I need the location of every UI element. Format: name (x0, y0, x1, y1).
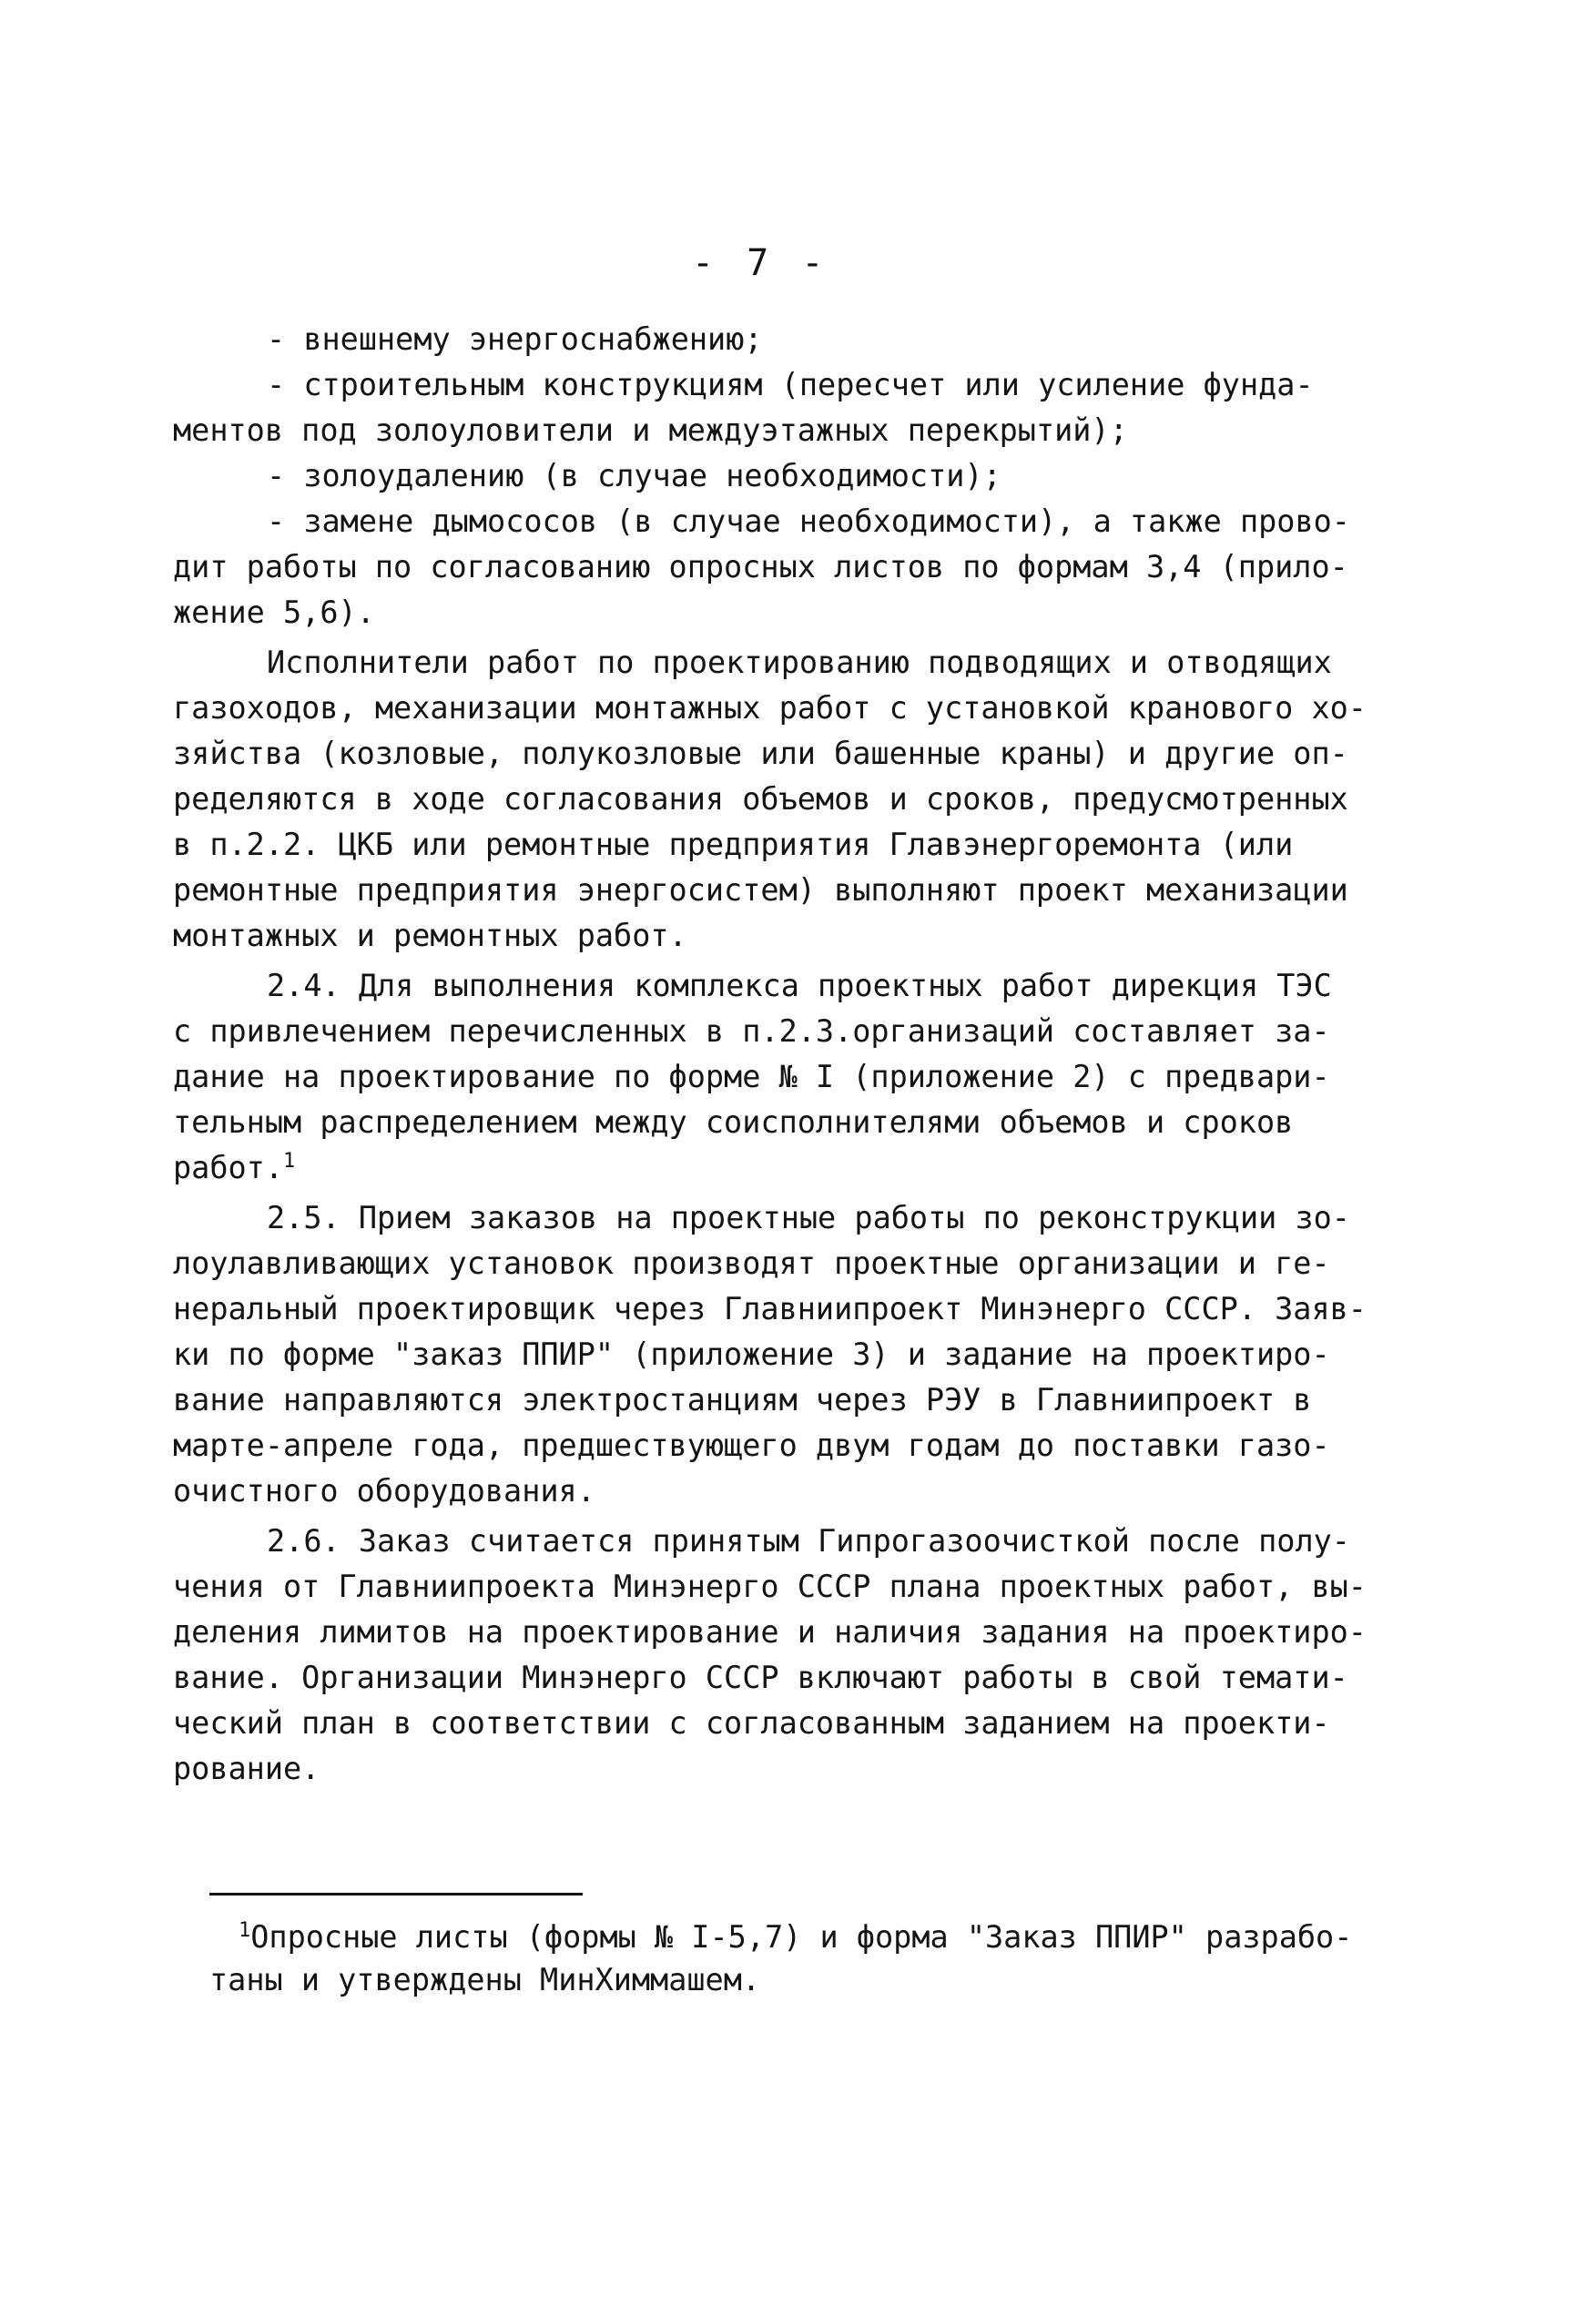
body-line: газоходов, механизации монтажных работ с установкой кранового хо- (173, 690, 1367, 726)
body-line: - внешнему энергоснабжению; (267, 321, 763, 357)
page-number: - 7 - (692, 242, 829, 284)
body-line: рование. (173, 1751, 320, 1786)
body-line: дит работы по согласованию опросных листов по формам 3,4 (прило- (173, 549, 1348, 584)
body-line: 2.5. Прием заказов на проектные работы по реконструкции зо- (267, 1200, 1350, 1235)
body-line: чения от Главниипроекта Минэнерго СССР плана проектных работ, вы- (173, 1569, 1367, 1604)
body-line: монтажных и ремонтных работ. (173, 918, 687, 953)
body-line: жение 5,6). (173, 595, 375, 630)
body-line: ки по форме "заказ ППИР" (приложение 3) и задание на проектиро- (173, 1337, 1330, 1372)
body-line: дание на проектирование по форме № I (приложение 2) с предвари- (173, 1059, 1330, 1094)
footnote-mark: 1 (239, 1918, 251, 1942)
body-line: ментов под золоуловители и междуэтажных перекрытий); (173, 412, 1128, 448)
footnote-divider (209, 1893, 583, 1896)
body-line: ческий план в соответствии с согласованным заданием на проекти- (173, 1705, 1330, 1741)
body-line: очистного оборудования. (173, 1473, 595, 1509)
body-line: 2.4. Для выполнения комплекса проектных работ дирекция ТЭС (267, 968, 1332, 1003)
body-line-text: работ. (173, 1150, 284, 1185)
body-line: вание направляются электростанциям через РЭУ в Главниипроект в (173, 1382, 1312, 1418)
body-line: - золоудалению (в случае необходимости); (267, 458, 1001, 493)
body-line: - строительным конструкциям (пересчет или усиление фунда- (267, 367, 1314, 402)
body-line: тельным распределением между соисполнителями объемов и сроков (173, 1104, 1294, 1140)
body-line: ределяются в ходе согласования объемов и сроков, предусмотренных (173, 781, 1348, 817)
body-line: зяйства (козловые, полукозловые или башенные краны) и другие оп- (173, 736, 1348, 771)
footnote-line (239, 1915, 1352, 1960)
body-line: вание. Организации Минэнерго СССР включают работы в свой темати- (173, 1660, 1348, 1695)
footnote-reference: 1 (283, 1149, 296, 1173)
footnote-line: таны и утверждены МинХиммашем. (209, 1962, 761, 1997)
footnote-text: Опросные листы (формы № I-5,7) и форма "Заказ ППИР" разрабо- (250, 1919, 1353, 1955)
body-line: - замене дымососов (в случае необходимости), а также прово- (267, 503, 1350, 539)
body-line: марте-апреле года, предшествующего двум годам до поставки газо- (173, 1428, 1330, 1463)
body-line: лоулавливающих установок производят проектные организации и ге- (173, 1245, 1330, 1281)
body-line: неральный проектировщик через Главниипроект Минэнерго СССР. Заяв- (173, 1291, 1367, 1326)
body-line-with-footnote-ref (173, 1145, 295, 1191)
body-line: Исполнители работ по проектированию подводящих и отводящих (267, 645, 1332, 680)
body-line: деления лимитов на проектирование и наличия задания на проектиро- (173, 1614, 1367, 1650)
body-line: ремонтные предприятия энергосистем) выполняют проект механизации (173, 872, 1348, 908)
body-line: 2.6. Заказ считается принятым Гипрогазоочисткой после полу- (267, 1523, 1350, 1559)
body-line: в п.2.2. ЦКБ или ремонтные предприятия Главэнергоремонта (или (173, 827, 1294, 862)
body-line: с привлечением перечисленных в п.2.3.организаций составляет за- (173, 1013, 1330, 1049)
